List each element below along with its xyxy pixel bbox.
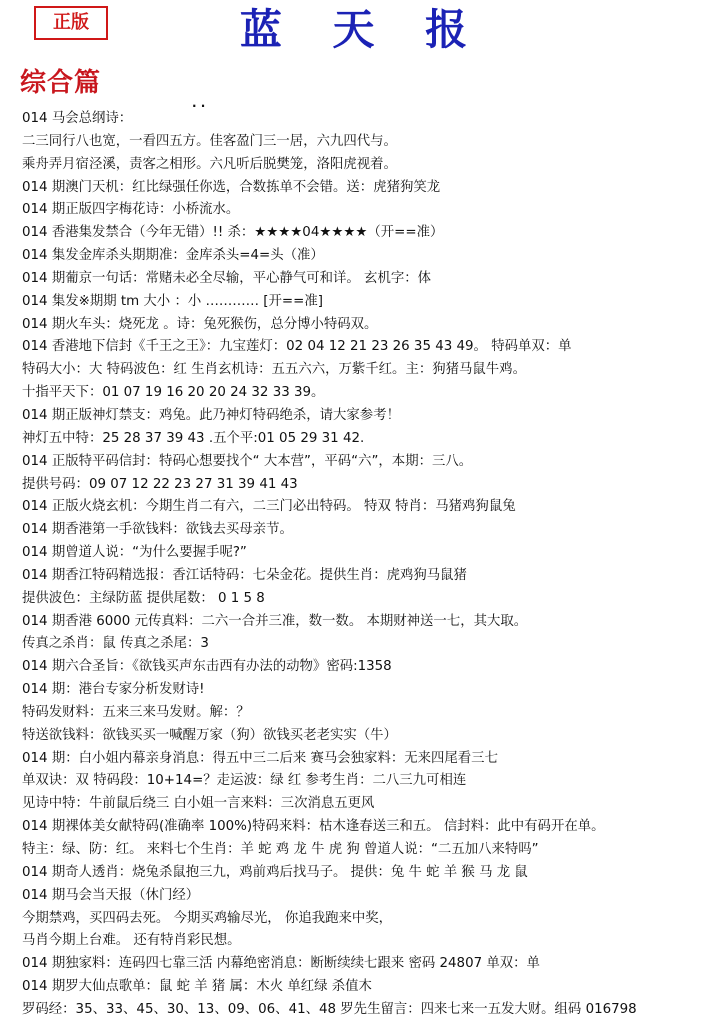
content-line: 014 期葡京一句话：常赌未必全尽输，平心静气可和详。 玄机字：体	[22, 270, 432, 286]
content-line: 014 香港地下信封《千王之王》：九宝莲灯：02 04 12 21 23 26 35 43 49。 特码单双：单	[22, 339, 572, 355]
content-line: 014 期正版四字梅花诗：小桥流水。	[22, 202, 240, 218]
content-line: 二三同行八也宽，一看四五方。佳客盈门三一居，六九四代与。	[22, 133, 397, 149]
content-line: 014 期澳门天机：红比绿强任你选，合数拣单不会错。送：虎猪狗笑龙	[22, 179, 441, 195]
content-line: 马肖今期上台难。 还有特肖彩民想。	[22, 933, 241, 949]
content-line: 014 期香港第一手欲钱料：欲钱去买母亲节。	[22, 522, 293, 538]
content-line: 单双诀：双 特码段：10+14=？走运波：绿 红 参考生肖：二八三九可相连	[22, 773, 467, 789]
content-line: 014 期马会当天报（休门经）	[22, 887, 200, 903]
content-line: 014 马会总纲诗：	[22, 111, 133, 126]
content-line: 见诗中特：牛前鼠后绕三 白小姐一言来料：三次消息五更风	[22, 796, 375, 812]
content-line: 014 期曾道人说：“为什么要握手呢?”	[22, 545, 247, 561]
content-line: 特送欲钱料：欲钱买买一喊醒万家（狗）欲钱买老老实实（牛）	[22, 727, 397, 743]
decorative-dots: . .	[192, 96, 206, 110]
content-line: 提供号码：09 07 12 22 23 27 31 39 41 43	[22, 476, 298, 492]
page-title: 蓝 天 报	[239, 5, 486, 54]
content-lines	[22, 108, 722, 1022]
genuine-badge: 正版	[34, 6, 108, 40]
content-line: 014 期火车头：烧死龙 。诗：兔死猴伤，总分博小特码双。	[22, 316, 378, 332]
content-line: 014 集发※期期 tm 大小 ：小 ………… [开==准]	[22, 293, 323, 309]
content-line: 014 正版火烧玄机：今期生肖二有六，二三门必出特码。 特双 特肖：马猪鸡狗鼠兔	[22, 499, 516, 515]
content-line: 十指平天下：01 07 19 16 20 20 24 32 33 39。	[22, 385, 325, 401]
content-line: 014 香港集发禁合（今年无错）!! 杀：★★★★04★★★★（开==准）	[22, 225, 444, 241]
content-line: 014 期罗大仙点歌单：鼠 蛇 羊 猪 属：木火 单红绿 杀值木	[22, 979, 372, 995]
content-line: 014 期奇人透肖：烧兔杀鼠抱三九，鸡前鸡后找马子。 提供：兔 牛 蛇 羊 猴 马 龙 鼠	[22, 864, 528, 880]
content-line: 神灯五中特：25 28 37 39 43 .五个平:01 05 29 31 42.	[22, 430, 365, 446]
content-line: 014 期香江特码精选报：香江话特码：七朵金花。提供生肖：虎鸡狗马鼠猪	[22, 567, 467, 583]
content-line: 014 期裸体美女献特码(准确率 100%)特码来料：枯木逢春送三和五。 信封料：此中有码开在单。	[22, 819, 605, 835]
content-line: 今期禁鸡，买四码去死。 今期买鸡输尽光， 你追我跑来中奖，	[22, 910, 393, 926]
section-heading: 综合篇	[20, 68, 102, 98]
content-line: 乘舟弄月宿泾溪，责客之相形。六凡听后脱樊笼，洛阳虎视着。	[22, 156, 397, 172]
content-line: 014 期六合圣旨：《欲钱买声东击西有办法的动物》密码:1358	[22, 659, 392, 675]
content-line: 提供波色：主绿防蓝 提供尾数： 0 1 5 8	[22, 590, 265, 606]
content-line: 014 正版特平码信封：特码心想要找个“ 大本营”，平码“六”，本期：三八。	[22, 453, 473, 469]
content-line: 014 期香港 6000 元传真料：二六一合并三准，数一数。 本期财神送一七，其大取。	[22, 613, 528, 629]
content-line: 传真之杀肖：鼠 传真之杀尾：3	[22, 636, 209, 652]
content-line: 014 期独家料：连码四七靠三活 内幕绝密消息：断断续续七跟来 密码 24807 单双：单	[22, 956, 540, 972]
content-line: 014 期：港台专家分析发财诗!	[22, 682, 205, 698]
content-line: 014 期：白小姐内幕亲身消息：得五中三二后来 赛马会独家料：无来四尾看三七	[22, 750, 498, 766]
content-line: 特主：绿、防：红。 来料七个生肖：羊 蛇 鸡 龙 牛 虎 狗 曾道人说：“二五加八来特吗”	[22, 842, 539, 857]
content-line: 罗码经：35、33、45、30、13、09、06、41、48 罗先生留言：四来七来一五发大财。组码 016798	[22, 1001, 637, 1017]
content-line: 特码大小：大 特码波色：红 生肖玄机诗：五五六六，万紫千红。主：狗猪马鼠牛鸡。	[22, 362, 526, 378]
content-line: 014 集发金库杀头期期准：金库杀头=4=头（准）	[22, 248, 324, 264]
content-line: 特码发财料：五来三来马发财。解：？	[22, 704, 250, 720]
content-line: 014 期正版神灯禁支：鸡兔。此乃神灯特码绝杀，请大家参考！	[22, 407, 400, 423]
